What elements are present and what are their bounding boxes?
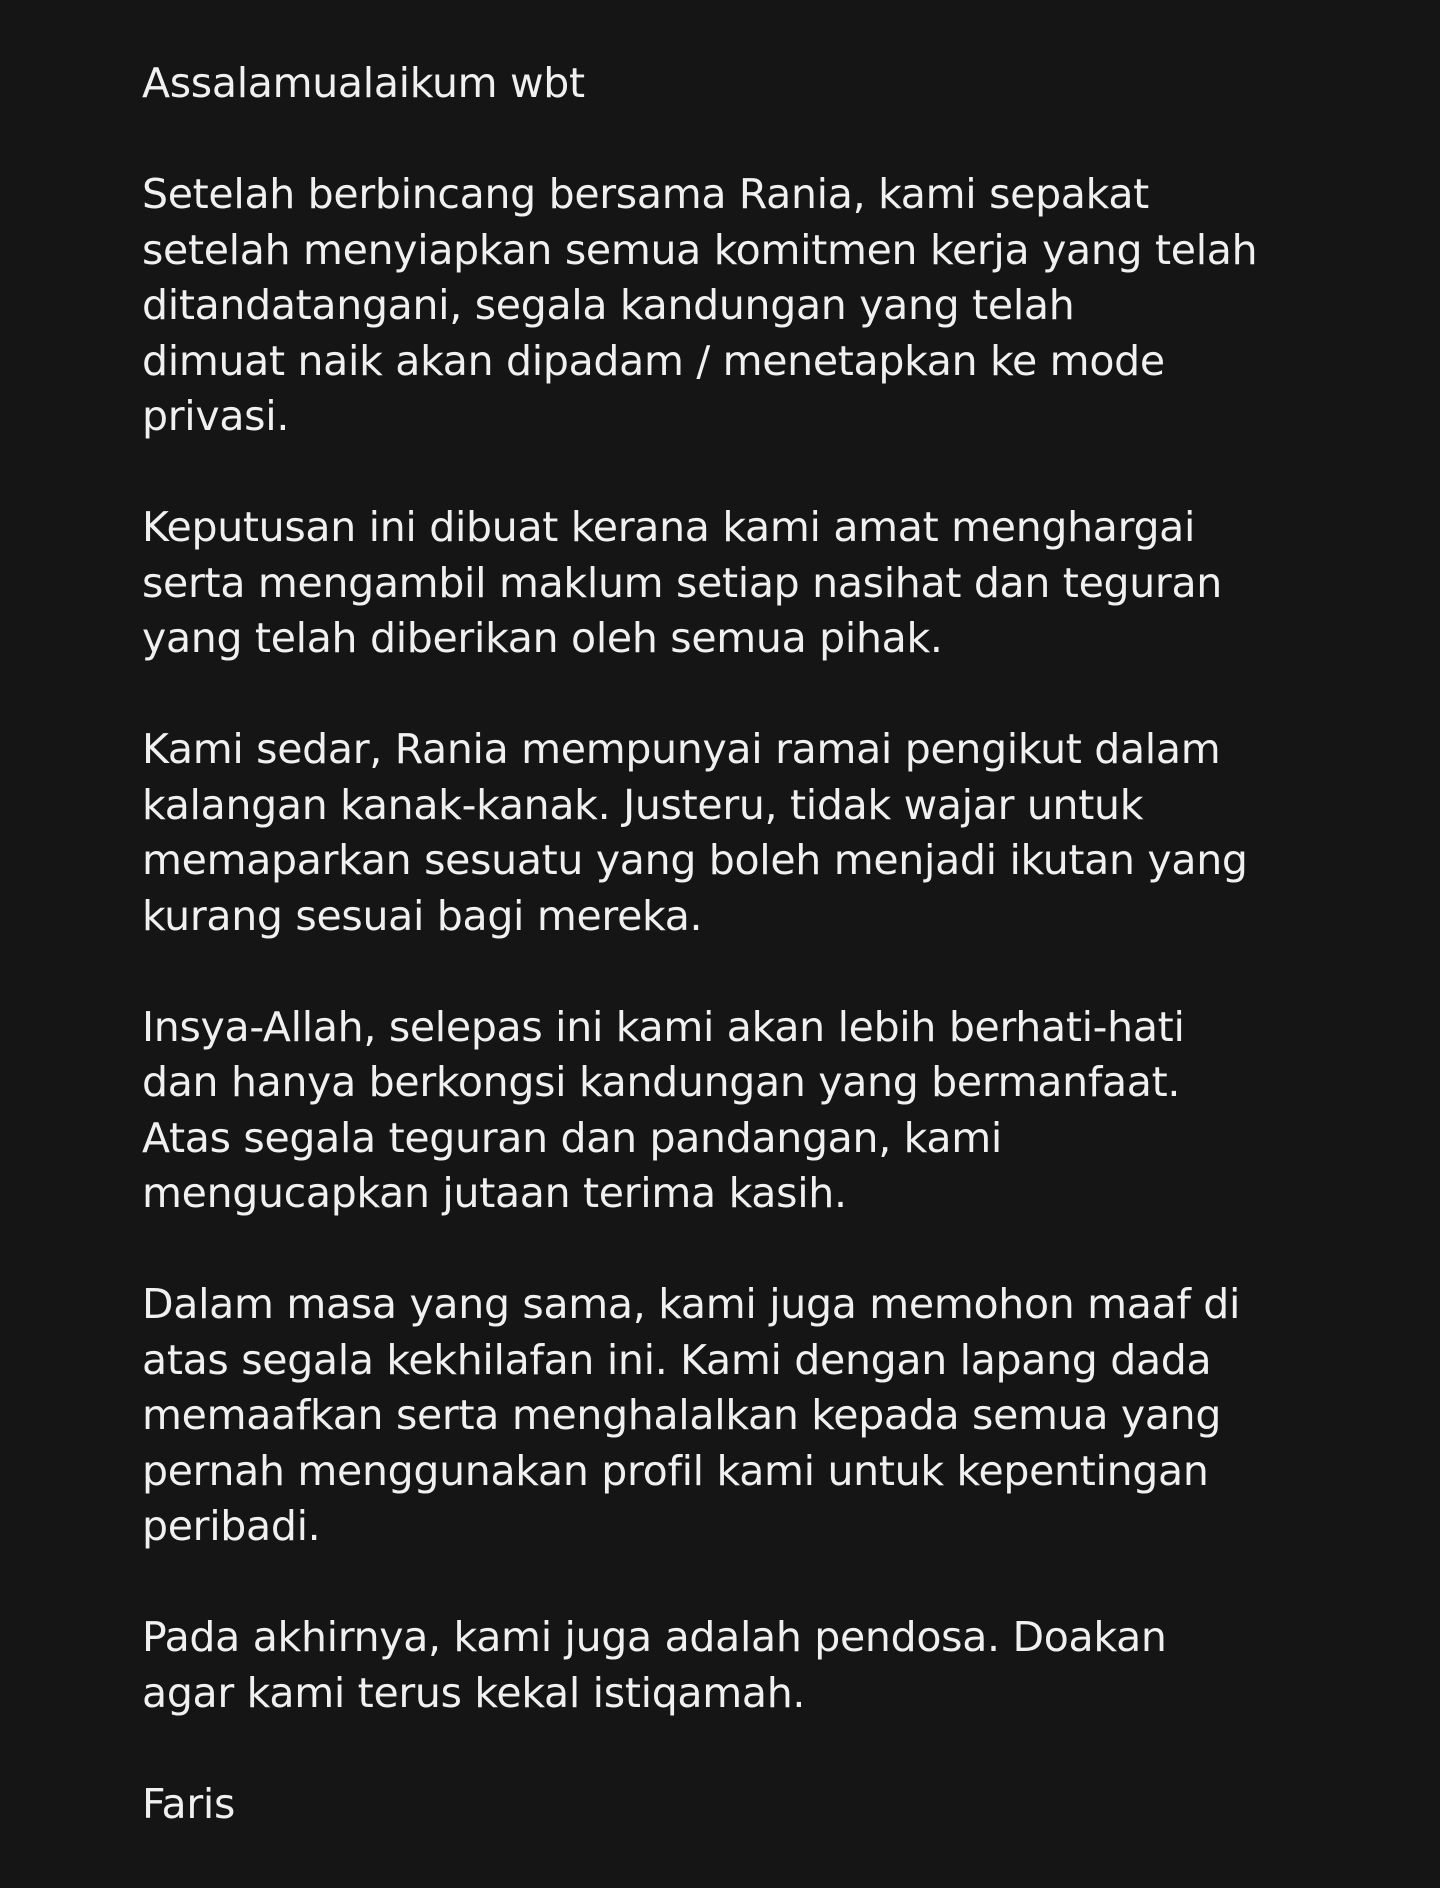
paragraph-line: Dalam masa yang sama, kami juga memohon maaf di [142,1280,1241,1328]
paragraph-line: dan hanya berkongsi kandungan yang bermanfaat. [142,1058,1181,1106]
paragraph-line: Keputusan ini dibuat kerana kami amat menghargai [142,503,1196,551]
paragraph-gap [142,112,1332,168]
paragraph-1 [142,167,1332,445]
paragraph-line: privasi. [142,392,290,440]
paragraph-5 [142,1277,1332,1555]
paragraph-line: memaafkan serta menghalalkan kepada semua yang [142,1391,1222,1439]
paragraph-gap [142,445,1332,501]
paragraph-line: Setelah berbincang bersama Rania, kami sepakat [142,170,1149,218]
paragraph-line: pernah menggunakan profil kami untuk kepentingan [142,1446,1209,1495]
signature: Faris [142,1779,236,1828]
paragraph-line: Kami sedar, Rania mempunyai ramai pengikut dalam [142,725,1221,773]
paragraph-line: ditandatangani, segala kandungan yang telah [142,281,1075,329]
note-body [142,56,1332,1832]
paragraph-line: Atas segala teguran dan pandangan, kami [142,1113,1002,1162]
paragraph-line: Pada akhirnya, kami juga adalah pendosa. Doakan [142,1613,1167,1661]
paragraph-line: serta mengambil maklum setiap nasihat dan teguran [142,558,1222,607]
greeting: Assalamualaikum wbt [142,59,585,107]
paragraph-6 [142,1610,1332,1721]
paragraph-line: memaparkan sesuatu yang boleh menjadi ikutan yang [142,836,1248,884]
paragraph-line: Insya-Allah, selepas ini kami akan lebih berhati-hati [142,1002,1185,1051]
paragraph-gap [142,944,1332,1000]
paragraph-line: setelah menyiapkan semua komitmen kerja yang telah [142,225,1258,274]
paragraph-2 [142,500,1332,667]
paragraph-3 [142,722,1332,944]
paragraph-line: agar kami terus kekal istiqamah. [142,1668,806,1717]
paragraph-gap [142,667,1332,723]
paragraph-line: yang telah diberikan oleh semua pihak. [142,614,943,662]
paragraph-line: atas segala kekhilafan ini. Kami dengan lapang dada [142,1335,1212,1384]
paragraph-line: kalangan kanak-kanak. Justeru, tidak wajar untuk [142,780,1144,829]
paragraph-4 [142,1000,1332,1222]
paragraph-line: kurang sesuai bagi mereka. [142,891,703,940]
paragraph-gap [142,1721,1332,1777]
paragraph-gap [142,1222,1332,1278]
paragraph-gap [142,1555,1332,1611]
paragraph-line: dimuat naik akan dipadam / menetapkan ke mode [142,336,1165,385]
paragraph-line: mengucapkan jutaan terima kasih. [142,1169,847,1217]
paragraph-line: peribadi. [142,1502,321,1550]
